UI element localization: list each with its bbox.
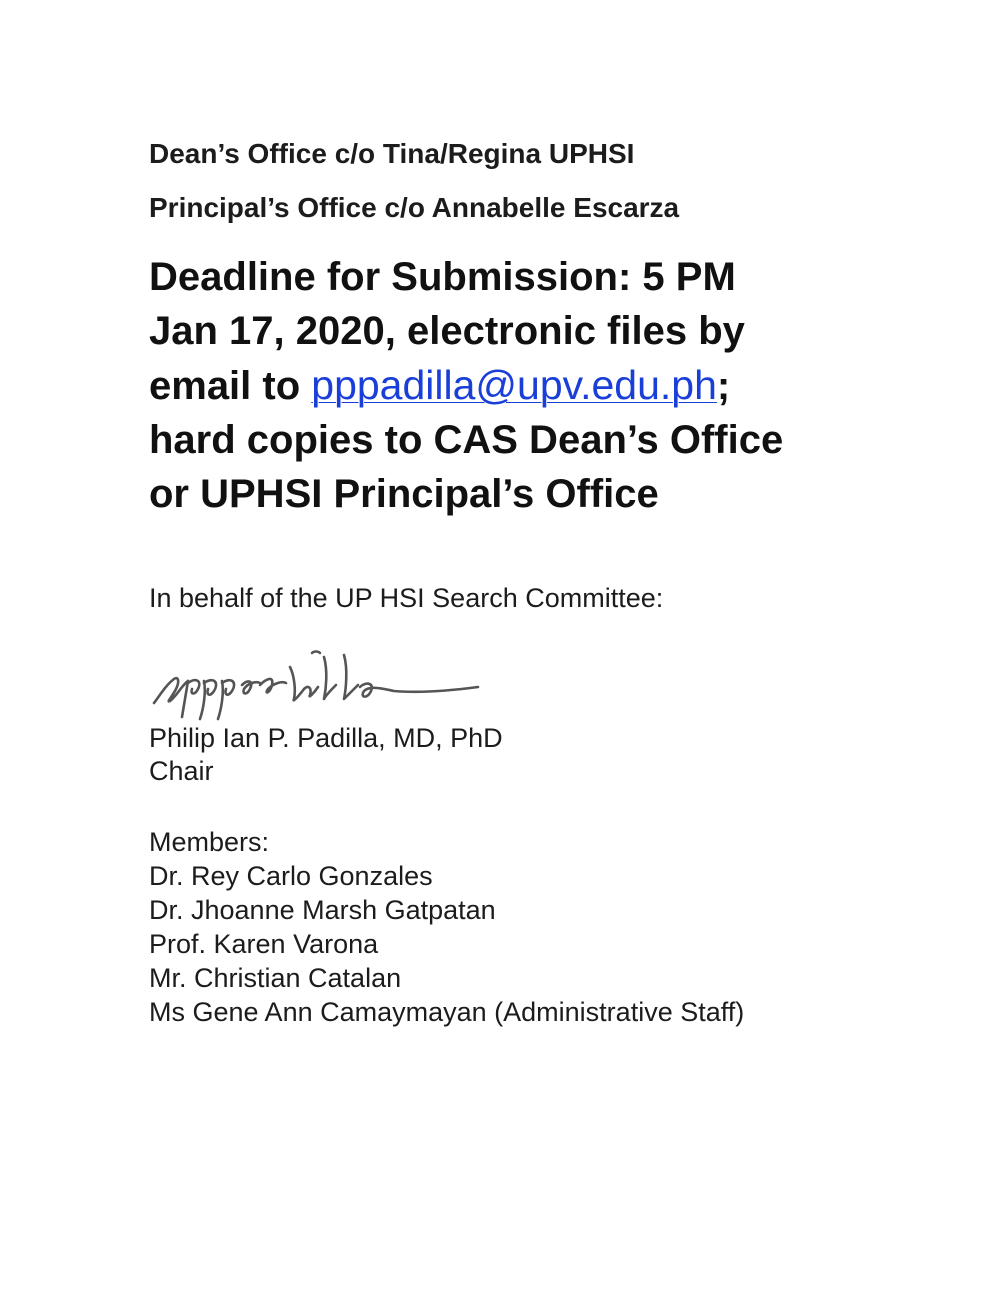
signer-name: Philip Ian P. Padilla, MD, PhD bbox=[149, 723, 503, 753]
handwritten-signature bbox=[148, 645, 508, 725]
member-item: Prof. Karen Varona bbox=[149, 929, 379, 959]
signer-block bbox=[149, 722, 503, 788]
deadline-line-5: or UPHSI Principal’s Office bbox=[149, 472, 659, 516]
email-link[interactable]: pppadilla@upv.edu.ph bbox=[311, 362, 717, 408]
member-item: Dr. Jhoanne Marsh Gatpatan bbox=[149, 895, 496, 925]
member-item: Ms Gene Ann Camaymayan (Administrative Staff) bbox=[149, 997, 745, 1027]
deadline-email-prefix: email to bbox=[149, 364, 312, 408]
behalf-statement: In behalf of the UP HSI Search Committee: bbox=[149, 583, 664, 613]
deadline-line-2: Jan 17, 2020, electronic files by bbox=[149, 309, 745, 353]
deadline-notice bbox=[149, 250, 949, 521]
members-block bbox=[149, 825, 744, 1029]
deadline-line-1: Deadline for Submission: 5 PM bbox=[149, 255, 736, 299]
member-item: Dr. Rey Carlo Gonzales bbox=[149, 861, 433, 891]
deadline-line-4: hard copies to CAS Dean’s Office bbox=[149, 418, 784, 462]
office-line-principals: Principal’s Office c/o Annabelle Escarza bbox=[149, 192, 680, 223]
signer-role: Chair bbox=[149, 756, 214, 786]
deadline-email-suffix: ; bbox=[716, 364, 731, 408]
deadline-line-3 bbox=[149, 358, 949, 413]
members-list bbox=[149, 859, 744, 1029]
member-item: Mr. Christian Catalan bbox=[149, 963, 402, 993]
members-heading: Members: bbox=[149, 827, 270, 857]
office-line-deans: Dean’s Office c/o Tina/Regina UPHSI bbox=[149, 138, 635, 169]
